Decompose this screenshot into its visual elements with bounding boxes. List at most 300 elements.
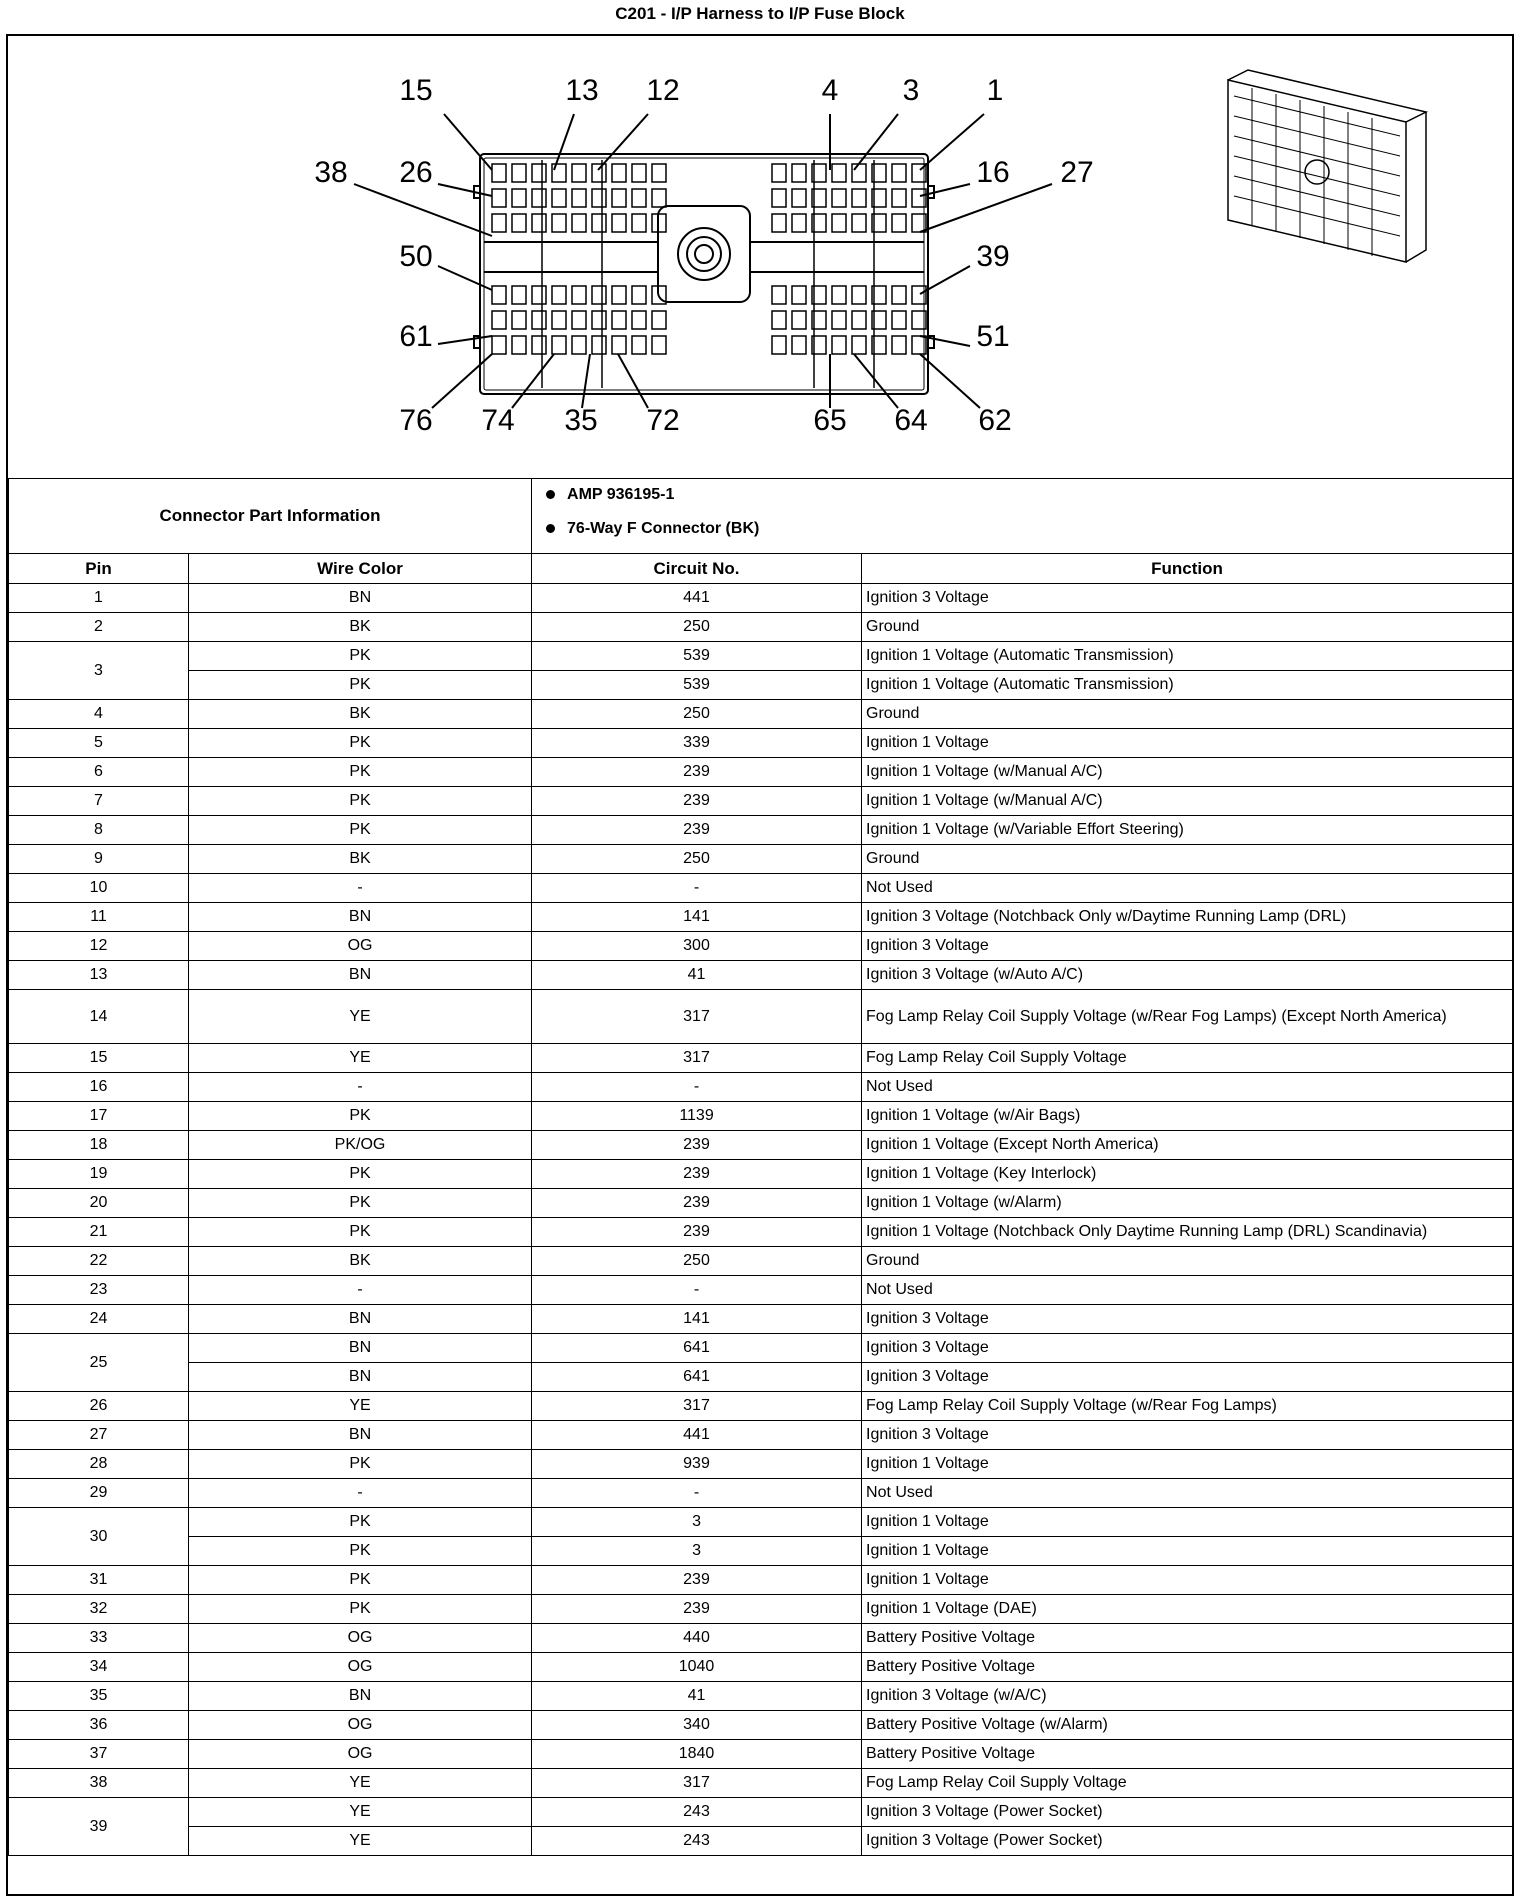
terminal-cavity: [492, 164, 506, 182]
terminal-cavities: [492, 160, 926, 388]
function-cell: Fog Lamp Relay Coil Supply Voltage: [862, 1044, 1513, 1073]
pin-cell: 9: [9, 845, 189, 874]
function-cell: Ignition 1 Voltage: [862, 1450, 1513, 1479]
function-cell: Ignition 1 Voltage: [862, 1537, 1513, 1566]
circuit-cell: 41: [532, 961, 862, 990]
pin-cell: 20: [9, 1189, 189, 1218]
connector-body: [474, 154, 934, 394]
terminal-cavity: [852, 164, 866, 182]
pin-callout-label: 39: [976, 240, 1010, 273]
function-cell: Ground: [862, 700, 1513, 729]
wire-color-cell: YE: [189, 1827, 532, 1856]
table-row: [9, 1653, 1513, 1682]
terminal-cavity: [632, 311, 646, 329]
table-row: [9, 1769, 1513, 1798]
wire-color-cell: BN: [189, 961, 532, 990]
pin-cell: 39: [9, 1798, 189, 1856]
header-wire-color: Wire Color: [189, 554, 532, 584]
wire-color-cell: OG: [189, 1740, 532, 1769]
terminal-cavity: [512, 214, 526, 232]
terminal-cavity: [492, 311, 506, 329]
wire-color-cell: BK: [189, 700, 532, 729]
terminal-cavity: [772, 336, 786, 354]
terminal-cavity: [852, 189, 866, 207]
pin-cell: 17: [9, 1102, 189, 1131]
pin-cell: 26: [9, 1392, 189, 1421]
table-row: [9, 1131, 1513, 1160]
callout-leader-line: [582, 354, 590, 408]
terminal-cavity: [572, 311, 586, 329]
pin-cell: 10: [9, 874, 189, 903]
table-row: [9, 845, 1513, 874]
function-cell: Ignition 1 Voltage: [862, 1508, 1513, 1537]
function-cell: Ground: [862, 1247, 1513, 1276]
pin-table: [8, 478, 1513, 1856]
terminal-cavity: [792, 164, 806, 182]
table-row: [9, 1073, 1513, 1102]
table-row: [9, 1595, 1513, 1624]
terminal-cavity: [792, 311, 806, 329]
callout-leader-line: [854, 354, 898, 408]
callout-leader-line: [432, 354, 492, 408]
wire-color-cell: PK: [189, 1450, 532, 1479]
circuit-cell: 239: [532, 816, 862, 845]
pin-cell: 2: [9, 613, 189, 642]
circuit-cell: 317: [532, 1769, 862, 1798]
wire-color-cell: PK: [189, 729, 532, 758]
bullet-icon: [546, 490, 555, 499]
wire-color-cell: BK: [189, 845, 532, 874]
terminal-cavity: [832, 189, 846, 207]
pin-cell: 28: [9, 1450, 189, 1479]
pin-cell: 33: [9, 1624, 189, 1653]
header-pin: Pin: [9, 554, 189, 584]
terminal-cavity: [832, 311, 846, 329]
function-cell: Ignition 1 Voltage (w/Manual A/C): [862, 787, 1513, 816]
terminal-cavity: [532, 189, 546, 207]
pin-cell: 36: [9, 1711, 189, 1740]
connector-info-item: [546, 485, 1512, 519]
wire-color-cell: PK: [189, 1595, 532, 1624]
wire-color-cell: BN: [189, 1305, 532, 1334]
wire-color-cell: PK: [189, 1537, 532, 1566]
pin-cell: 21: [9, 1218, 189, 1247]
terminal-cavity: [492, 336, 506, 354]
terminal-cavity: [512, 286, 526, 304]
function-cell: Battery Positive Voltage: [862, 1624, 1513, 1653]
connector-diagram: [8, 36, 1512, 478]
function-cell: Ignition 3 Voltage: [862, 1305, 1513, 1334]
pin-cell: 27: [9, 1421, 189, 1450]
terminal-cavity: [532, 214, 546, 232]
terminal-cavity: [512, 164, 526, 182]
function-cell: Ignition 1 Voltage (DAE): [862, 1595, 1513, 1624]
callout-leader-line: [598, 114, 648, 170]
wire-color-cell: -: [189, 1073, 532, 1102]
circuit-cell: 250: [532, 613, 862, 642]
terminal-cavity: [592, 189, 606, 207]
terminal-cavity: [492, 214, 506, 232]
wire-color-cell: PK: [189, 642, 532, 671]
pin-callout-label: 50: [399, 240, 433, 273]
bullet-icon: [546, 524, 555, 533]
circuit-cell: 141: [532, 903, 862, 932]
callout-leader-line: [618, 354, 648, 408]
circuit-cell: 3: [532, 1537, 862, 1566]
circuit-cell: 1840: [532, 1740, 862, 1769]
table-row: [9, 1537, 1513, 1566]
terminal-cavity: [772, 164, 786, 182]
circuit-cell: 1139: [532, 1102, 862, 1131]
callout-leader-line: [854, 114, 898, 170]
pin-cell: 5: [9, 729, 189, 758]
page-title: C201 - I/P Harness to I/P Fuse Block: [615, 4, 905, 23]
circuit-cell: 539: [532, 671, 862, 700]
function-cell: Not Used: [862, 1073, 1513, 1102]
terminal-cavity: [852, 214, 866, 232]
function-cell: Not Used: [862, 874, 1513, 903]
table-row: [9, 990, 1513, 1044]
pin-cell: 31: [9, 1566, 189, 1595]
function-cell: Ignition 1 Voltage: [862, 1566, 1513, 1595]
wire-color-cell: PK: [189, 1189, 532, 1218]
terminal-cavity: [852, 286, 866, 304]
terminal-cavity: [852, 311, 866, 329]
terminal-cavity: [892, 189, 906, 207]
wire-color-cell: YE: [189, 1044, 532, 1073]
function-cell: Not Used: [862, 1479, 1513, 1508]
terminal-cavity: [652, 164, 666, 182]
terminal-cavity: [552, 189, 566, 207]
pin-cell: 4: [9, 700, 189, 729]
terminal-cavity: [532, 311, 546, 329]
function-cell: Ignition 1 Voltage (Notchback Only Daytime Running Lamp (DRL) Scandinavia): [862, 1218, 1513, 1247]
wire-color-cell: -: [189, 874, 532, 903]
circuit-cell: 317: [532, 1044, 862, 1073]
circuit-cell: 317: [532, 1392, 862, 1421]
circuit-cell: 239: [532, 1595, 862, 1624]
header-circuit: Circuit No.: [532, 554, 862, 584]
function-cell: Not Used: [862, 1276, 1513, 1305]
circuit-cell: 239: [532, 1218, 862, 1247]
table-row: [9, 1044, 1513, 1073]
circuit-cell: 1040: [532, 1653, 862, 1682]
connector-info-row: [9, 479, 1513, 554]
table-row: [9, 1189, 1513, 1218]
pin-callout-label: 16: [976, 156, 1010, 189]
table-row: [9, 1276, 1513, 1305]
terminal-cavity: [552, 336, 566, 354]
terminal-cavity: [832, 214, 846, 232]
pin-cell: 1: [9, 584, 189, 613]
function-cell: Fog Lamp Relay Coil Supply Voltage: [862, 1769, 1513, 1798]
wire-color-cell: PK: [189, 1102, 532, 1131]
table-row: [9, 700, 1513, 729]
table-row: [9, 874, 1513, 903]
wire-color-cell: PK: [189, 1160, 532, 1189]
pin-callout-label: 74: [481, 404, 515, 437]
pin-callout-label: 72: [646, 404, 680, 437]
pin-cell: 19: [9, 1160, 189, 1189]
circuit-cell: 300: [532, 932, 862, 961]
connector-isometric-view: [1228, 70, 1426, 262]
terminal-cavity: [652, 336, 666, 354]
circuit-cell: 250: [532, 700, 862, 729]
header-function: Function: [862, 554, 1513, 584]
terminal-cavity: [552, 164, 566, 182]
wire-color-cell: -: [189, 1276, 532, 1305]
circuit-cell: 243: [532, 1798, 862, 1827]
terminal-cavity: [892, 214, 906, 232]
terminal-cavity: [592, 286, 606, 304]
terminal-cavity: [632, 286, 646, 304]
wire-color-cell: OG: [189, 1653, 532, 1682]
circuit-cell: -: [532, 874, 862, 903]
function-cell: Ignition 3 Voltage (Power Socket): [862, 1827, 1513, 1856]
terminal-cavity: [532, 336, 546, 354]
terminal-cavity: [612, 336, 626, 354]
circuit-cell: 539: [532, 642, 862, 671]
pin-callout-label: 62: [978, 404, 1012, 437]
circuit-cell: 641: [532, 1334, 862, 1363]
pin-cell: 6: [9, 758, 189, 787]
wire-color-cell: YE: [189, 1769, 532, 1798]
terminal-cavity: [772, 286, 786, 304]
table-row: [9, 932, 1513, 961]
table-row: [9, 1334, 1513, 1363]
function-cell: Battery Positive Voltage: [862, 1740, 1513, 1769]
terminal-cavity: [532, 286, 546, 304]
terminal-cavity: [492, 189, 506, 207]
pin-callout-label: 64: [894, 404, 928, 437]
terminal-cavity: [572, 336, 586, 354]
function-cell: Ignition 3 Voltage: [862, 932, 1513, 961]
circuit-cell: 440: [532, 1624, 862, 1653]
terminal-cavity: [632, 336, 646, 354]
circuit-cell: -: [532, 1479, 862, 1508]
terminal-cavity: [772, 189, 786, 207]
terminal-cavity: [572, 214, 586, 232]
terminal-cavity: [792, 214, 806, 232]
function-cell: Ignition 1 Voltage (Automatic Transmission): [862, 642, 1513, 671]
terminal-cavity: [632, 164, 646, 182]
terminal-cavity: [572, 164, 586, 182]
circuit-cell: 243: [532, 1827, 862, 1856]
table-row: [9, 671, 1513, 700]
table-row: [9, 1827, 1513, 1856]
pin-cell: 18: [9, 1131, 189, 1160]
circuit-cell: 239: [532, 1566, 862, 1595]
table-row: [9, 1624, 1513, 1653]
pin-cell: 38: [9, 1769, 189, 1798]
table-row: [9, 1711, 1513, 1740]
pin-callout-label: 38: [314, 156, 348, 189]
pin-cell: 22: [9, 1247, 189, 1276]
wire-color-cell: PK: [189, 1218, 532, 1247]
circuit-cell: 3: [532, 1508, 862, 1537]
terminal-cavity: [892, 286, 906, 304]
terminal-cavity: [612, 214, 626, 232]
circuit-cell: 441: [532, 1421, 862, 1450]
circuit-cell: 340: [532, 1711, 862, 1740]
pin-callout-label: 1: [986, 74, 1004, 107]
table-row: [9, 816, 1513, 845]
pin-callout-label: 76: [399, 404, 433, 437]
function-cell: Ignition 3 Voltage (w/A/C): [862, 1682, 1513, 1711]
circuit-cell: 239: [532, 758, 862, 787]
pin-callout-label: 61: [399, 320, 433, 353]
terminal-cavity: [592, 311, 606, 329]
wire-color-cell: BN: [189, 584, 532, 613]
terminal-cavity: [652, 311, 666, 329]
terminal-cavity: [572, 286, 586, 304]
circuit-cell: -: [532, 1073, 862, 1102]
terminal-cavity: [892, 311, 906, 329]
pin-callout-label: 3: [902, 74, 920, 107]
table-row: [9, 1566, 1513, 1595]
wire-color-cell: PK: [189, 787, 532, 816]
circuit-cell: 250: [532, 1247, 862, 1276]
terminal-cavity: [592, 336, 606, 354]
terminal-cavity: [652, 189, 666, 207]
table-row: [9, 1740, 1513, 1769]
pin-cell: 34: [9, 1653, 189, 1682]
terminal-cavity: [612, 311, 626, 329]
function-cell: Ignition 1 Voltage (w/Alarm): [862, 1189, 1513, 1218]
circuit-cell: 641: [532, 1363, 862, 1392]
pin-cell: 14: [9, 990, 189, 1044]
function-cell: Ignition 3 Voltage: [862, 1334, 1513, 1363]
wire-color-cell: PK: [189, 671, 532, 700]
function-cell: Ignition 3 Voltage: [862, 1421, 1513, 1450]
terminal-cavity: [612, 189, 626, 207]
pin-cell: 30: [9, 1508, 189, 1566]
table-row: [9, 1421, 1513, 1450]
pin-callout-label: 51: [976, 320, 1010, 353]
pin-cell: 24: [9, 1305, 189, 1334]
table-row: [9, 961, 1513, 990]
pin-callout-label: 35: [564, 404, 598, 437]
circuit-cell: 250: [532, 845, 862, 874]
pin-cell: 3: [9, 642, 189, 700]
pin-cell: 15: [9, 1044, 189, 1073]
table-row: [9, 1508, 1513, 1537]
table-header-row: [9, 554, 1513, 584]
function-cell: Ignition 1 Voltage (w/Manual A/C): [862, 758, 1513, 787]
connector-face-drawing: [8, 36, 1512, 478]
function-cell: Battery Positive Voltage: [862, 1653, 1513, 1682]
function-cell: Ignition 3 Voltage (Notchback Only w/Daytime Running Lamp (DRL): [862, 903, 1513, 932]
table-row: [9, 1305, 1513, 1334]
pin-cell: 32: [9, 1595, 189, 1624]
pin-cell: 35: [9, 1682, 189, 1711]
callout-leader-line: [920, 114, 984, 170]
wire-color-cell: BN: [189, 903, 532, 932]
terminal-cavity: [792, 189, 806, 207]
terminal-cavity: [832, 336, 846, 354]
pin-cell: 37: [9, 1740, 189, 1769]
pin-callout-label: 12: [646, 74, 680, 107]
wire-color-cell: BN: [189, 1682, 532, 1711]
table-row: [9, 642, 1513, 671]
terminal-cavity: [492, 286, 506, 304]
circuit-cell: 239: [532, 1189, 862, 1218]
pin-cell: 23: [9, 1276, 189, 1305]
terminal-cavity: [512, 311, 526, 329]
wire-color-cell: PK: [189, 1566, 532, 1595]
table-row: [9, 729, 1513, 758]
wire-color-cell: YE: [189, 990, 532, 1044]
wire-color-cell: BK: [189, 1247, 532, 1276]
terminal-cavity: [892, 336, 906, 354]
table-row: [9, 584, 1513, 613]
callout-labels: [314, 74, 1093, 437]
table-row: [9, 1479, 1513, 1508]
pin-cell: 16: [9, 1073, 189, 1102]
wire-color-cell: OG: [189, 1711, 532, 1740]
terminal-cavity: [512, 336, 526, 354]
table-row: [9, 1392, 1513, 1421]
circuit-cell: 239: [532, 787, 862, 816]
function-cell: Ignition 3 Voltage: [862, 1363, 1513, 1392]
table-row: [9, 613, 1513, 642]
function-cell: Ignition 3 Voltage (Power Socket): [862, 1798, 1513, 1827]
terminal-cavity: [772, 214, 786, 232]
circuit-cell: 41: [532, 1682, 862, 1711]
circuit-cell: 939: [532, 1450, 862, 1479]
wire-color-cell: PK/OG: [189, 1131, 532, 1160]
callout-leader-line: [512, 354, 554, 408]
connector-info-item: [546, 519, 1512, 553]
wire-color-cell: BN: [189, 1421, 532, 1450]
callout-leader-line: [554, 114, 574, 170]
terminal-cavity: [832, 164, 846, 182]
terminal-cavity: [612, 164, 626, 182]
circuit-cell: 141: [532, 1305, 862, 1334]
function-cell: Battery Positive Voltage (w/Alarm): [862, 1711, 1513, 1740]
terminal-cavity: [592, 164, 606, 182]
function-cell: Fog Lamp Relay Coil Supply Voltage (w/Rear Fog Lamps) (Except North America): [862, 990, 1513, 1044]
wire-color-cell: BK: [189, 613, 532, 642]
function-cell: Ignition 1 Voltage (w/Air Bags): [862, 1102, 1513, 1131]
terminal-cavity: [892, 164, 906, 182]
terminal-cavity: [792, 336, 806, 354]
function-cell: Ignition 3 Voltage (w/Auto A/C): [862, 961, 1513, 990]
wire-color-cell: YE: [189, 1392, 532, 1421]
connector-sheet: [6, 34, 1514, 1896]
function-cell: Ignition 1 Voltage (w/Variable Effort Steering): [862, 816, 1513, 845]
table-row: [9, 1218, 1513, 1247]
terminal-cavity: [552, 311, 566, 329]
function-cell: Ignition 1 Voltage (Key Interlock): [862, 1160, 1513, 1189]
table-row: [9, 758, 1513, 787]
table-row: [9, 1450, 1513, 1479]
pin-cell: 8: [9, 816, 189, 845]
connector-part-number: AMP 936195-1: [567, 486, 675, 503]
wire-color-cell: OG: [189, 1624, 532, 1653]
table-row: [9, 1363, 1513, 1392]
terminal-cavity: [552, 286, 566, 304]
function-cell: Ignition 1 Voltage: [862, 729, 1513, 758]
circuit-cell: 239: [532, 1131, 862, 1160]
circuit-cell: 441: [532, 584, 862, 613]
terminal-cavity: [852, 336, 866, 354]
connector-info-list: [532, 479, 1513, 554]
terminal-cavity: [832, 286, 846, 304]
pin-callout-label: 4: [821, 74, 839, 107]
terminal-cavity: [792, 286, 806, 304]
pin-cell: 12: [9, 932, 189, 961]
